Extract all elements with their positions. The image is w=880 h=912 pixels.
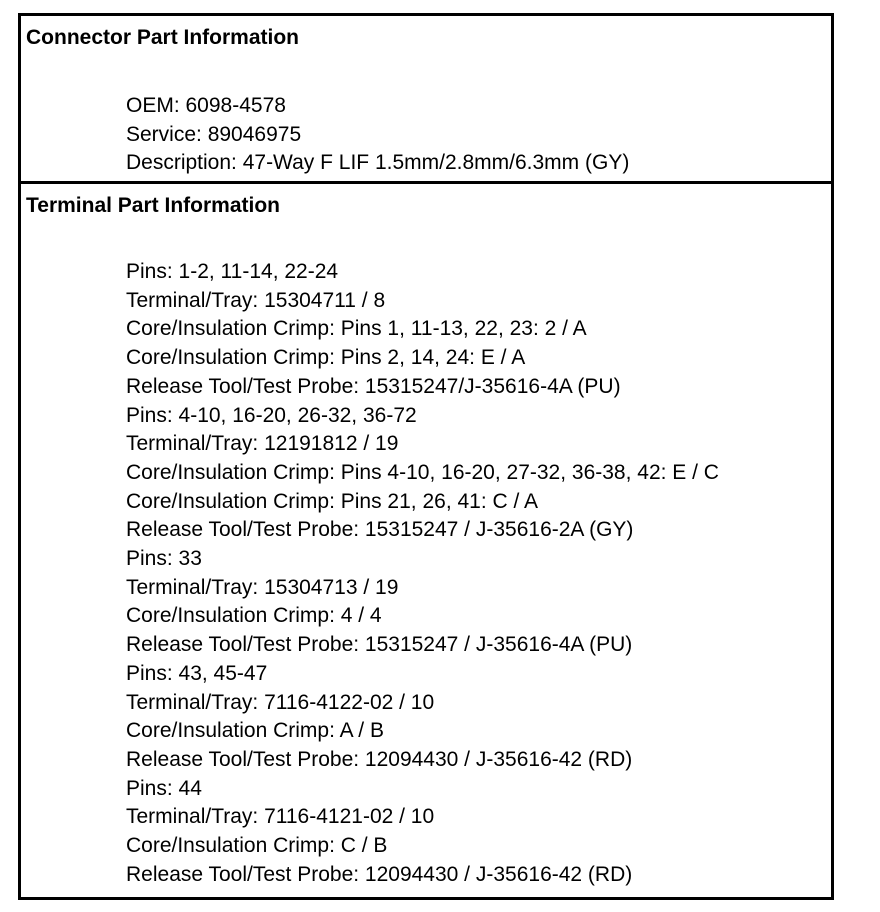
terminal-info-line: Core/Insulation Crimp: Pins 21, 26, 41: C / A bbox=[126, 489, 539, 513]
terminal-info-line: Terminal/Tray: 7116-4122-02 / 10 bbox=[126, 690, 435, 714]
terminal-info-line: Terminal/Tray: 15304713 / 19 bbox=[126, 575, 399, 599]
terminal-info-line: Release Tool/Test Probe: 12094430 / J-35616-42 (RD) bbox=[126, 862, 633, 886]
terminal-info-line: Pins: 43, 45-47 bbox=[126, 661, 268, 685]
connector-info-line: Description: 47-Way F LIF 1.5mm/2.8mm/6.3mm (GY) bbox=[126, 151, 630, 175]
part-information-table bbox=[18, 13, 834, 900]
connector-section-title: Connector Part Information bbox=[26, 26, 300, 49]
connector-part-section bbox=[21, 16, 831, 184]
terminal-info-line: Core/Insulation Crimp: Pins 2, 14, 24: E / A bbox=[126, 346, 526, 370]
terminal-info-line: Pins: 33 bbox=[126, 547, 202, 571]
terminal-section-title: Terminal Part Information bbox=[26, 194, 280, 217]
terminal-info-line: Release Tool/Test Probe: 15315247 / J-35616-4A (PU) bbox=[126, 633, 633, 657]
terminal-info-list bbox=[126, 258, 719, 889]
connector-info-line: OEM: 6098-4578 bbox=[126, 94, 286, 117]
terminal-info-line: Core/Insulation Crimp: 4 / 4 bbox=[126, 604, 382, 628]
terminal-info-line: Pins: 4-10, 16-20, 26-32, 36-72 bbox=[126, 403, 417, 427]
terminal-part-section bbox=[21, 184, 831, 897]
terminal-info-line: Core/Insulation Crimp: A / B bbox=[126, 719, 384, 743]
connector-info-line: Service: 89046975 bbox=[126, 122, 302, 146]
terminal-info-line: Terminal/Tray: 12191812 / 19 bbox=[126, 432, 399, 456]
terminal-info-line: Release Tool/Test Probe: 15315247/J-35616-4A (PU) bbox=[126, 374, 621, 398]
terminal-info-line: Core/Insulation Crimp: C / B bbox=[126, 834, 388, 858]
terminal-info-line: Release Tool/Test Probe: 12094430 / J-35616-42 (RD) bbox=[126, 747, 633, 771]
terminal-info-line: Release Tool/Test Probe: 15315247 / J-35616-2A (GY) bbox=[126, 518, 634, 542]
terminal-info-line: Terminal/Tray: 15304711 / 8 bbox=[126, 288, 386, 312]
terminal-info-line: Pins: 44 bbox=[126, 776, 202, 800]
terminal-info-line: Terminal/Tray: 7116-4121-02 / 10 bbox=[126, 805, 435, 829]
terminal-info-line: Pins: 1-2, 11-14, 22-24 bbox=[126, 260, 339, 283]
terminal-info-line: Core/Insulation Crimp: Pins 4-10, 16-20, 27-32, 36-38, 42: E / C bbox=[126, 460, 719, 484]
terminal-info-line: Core/Insulation Crimp: Pins 1, 11-13, 22, 23: 2 / A bbox=[126, 317, 587, 341]
connector-info-list bbox=[126, 92, 629, 178]
